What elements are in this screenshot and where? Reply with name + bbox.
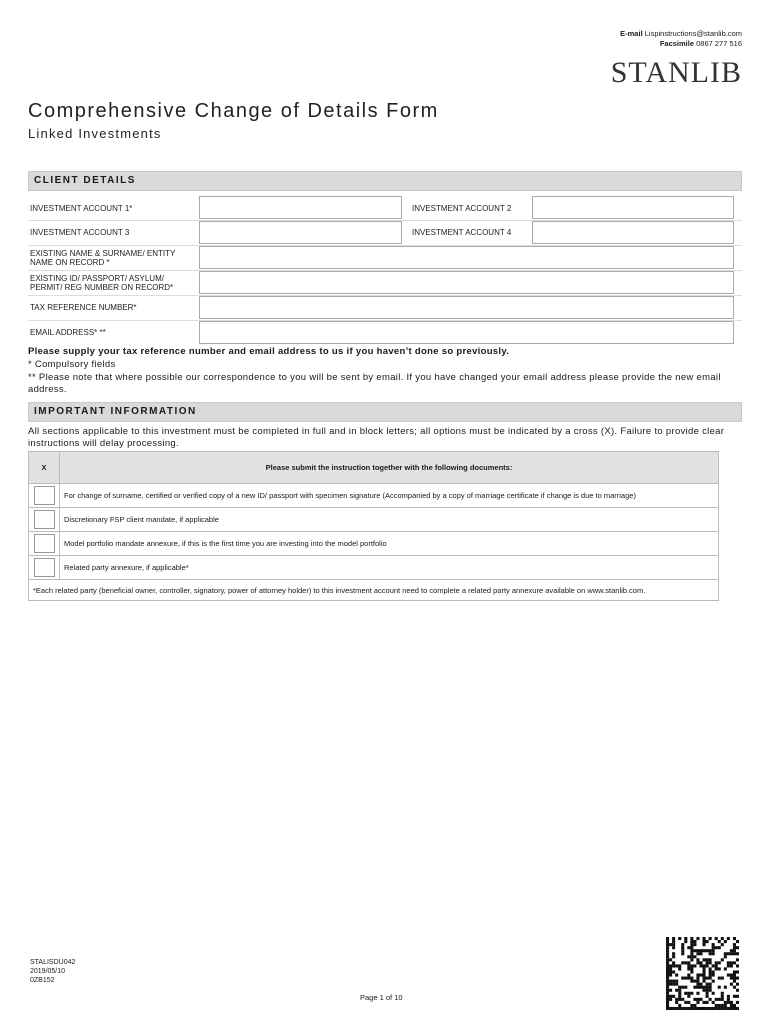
documents-header: Please submit the instruction together with the following documents: [60, 452, 719, 484]
investment-account-3-field[interactable] [199, 221, 402, 244]
important-information-intro: All sections applicable to this investment must be completed in full and in block letters; all options must be indicated by a cross (X). Failure to provide clear instructions will delay processing. [28, 426, 725, 449]
checkbox-cell [29, 532, 60, 556]
tax-reference-label: TAX REFERENCE NUMBER* [30, 303, 137, 312]
contact-info [620, 29, 742, 49]
table-row [29, 556, 719, 580]
investment-account-2-field[interactable] [532, 196, 734, 219]
existing-id-field[interactable] [199, 271, 734, 294]
form-codes [30, 958, 75, 985]
email-label: E-mail [620, 29, 643, 38]
table-header-row [29, 452, 719, 484]
document-checkbox[interactable] [34, 486, 55, 505]
tax-reference-field[interactable] [199, 296, 734, 319]
investment-account-4-label: INVESTMENT ACCOUNT 4 [412, 228, 512, 237]
existing-id-label [30, 274, 173, 292]
document-checkbox[interactable] [34, 558, 55, 577]
investment-account-1-label: INVESTMENT ACCOUNT 1* [30, 204, 133, 213]
form-title: Comprehensive Change of Details Form [28, 100, 439, 122]
table-row [29, 484, 719, 508]
client-details-heading: CLIENT DETAILS [28, 171, 742, 191]
stanlib-logo: STANLIB [610, 56, 742, 89]
existing-name-label [30, 249, 175, 267]
investment-account-3-label: INVESTMENT ACCOUNT 3 [30, 228, 130, 237]
document-label: Related party annexure, if applicable* [60, 556, 719, 580]
document-checkbox[interactable] [34, 510, 55, 529]
investment-account-2-label: INVESTMENT ACCOUNT 2 [412, 204, 512, 213]
checkbox-cell [29, 508, 60, 532]
document-label: For change of surname, certified or verified copy of a new ID/ passport with specimen signature (Accompanied by a copy of marriage certificate if change is due to marriage) [60, 484, 719, 508]
fax-label: Facsimile [659, 39, 695, 48]
investment-account-4-field[interactable] [532, 221, 734, 244]
documents-table [28, 451, 719, 601]
existing-name-label-line-1: EXISTING NAME & SURNAME/ ENTITY [30, 249, 176, 258]
form-ref: 0ZB152 [30, 977, 55, 984]
x-column-header: X [29, 452, 60, 484]
existing-id-label-line-1: EXISTING ID/ PASSPORT/ ASYLUM/ [30, 274, 164, 283]
email-note: ** Please note that where possible our correspondence to you will be sent by email. If you have changed your email address please provide the new email address. [28, 372, 721, 395]
compulsory-note: * Compulsory fields [28, 359, 116, 370]
existing-id-label-line-2: PERMIT/ REG NUMBER ON RECORD* [30, 283, 174, 292]
document-checkbox[interactable] [34, 534, 55, 553]
form-subtitle: Linked Investments [28, 126, 162, 141]
barcode-icon [666, 937, 739, 1010]
existing-name-label-line-2: NAME ON RECORD * [30, 258, 110, 267]
table-footnote-row [29, 580, 719, 601]
page-number: Page 1 of 10 [360, 993, 403, 1002]
table-row [29, 508, 719, 532]
document-label: Discretionary FSP client mandate, if applicable [60, 508, 719, 532]
email-address-field[interactable] [199, 321, 734, 344]
document-label: Model portfolio mandate annexure, if this is the first time you are investing into the model portfolio [60, 532, 719, 556]
email-address-label: EMAIL ADDRESS* ** [30, 328, 106, 337]
form-code: STALISDU042 [30, 959, 76, 966]
email-value[interactable]: Lispinstructions@stanlib.com [644, 29, 742, 38]
important-information-heading: IMPORTANT INFORMATION [28, 402, 742, 422]
related-party-footnote: *Each related party (beneficial owner, controller, signatory, power of attorney holder) to this investment account need to complete a related party annexure available on www.stanlib.com. [29, 580, 719, 601]
checkbox-cell [29, 556, 60, 580]
checkbox-cell [29, 484, 60, 508]
table-row [29, 532, 719, 556]
existing-name-field[interactable] [199, 246, 734, 269]
form-date: 2019/05/10 [30, 968, 66, 975]
supply-tax-note: Please supply your tax reference number and email address to us if you haven’t done so previously. [28, 346, 510, 357]
fax-value: 0867 277 516 [696, 39, 742, 48]
investment-account-1-field[interactable] [199, 196, 402, 219]
